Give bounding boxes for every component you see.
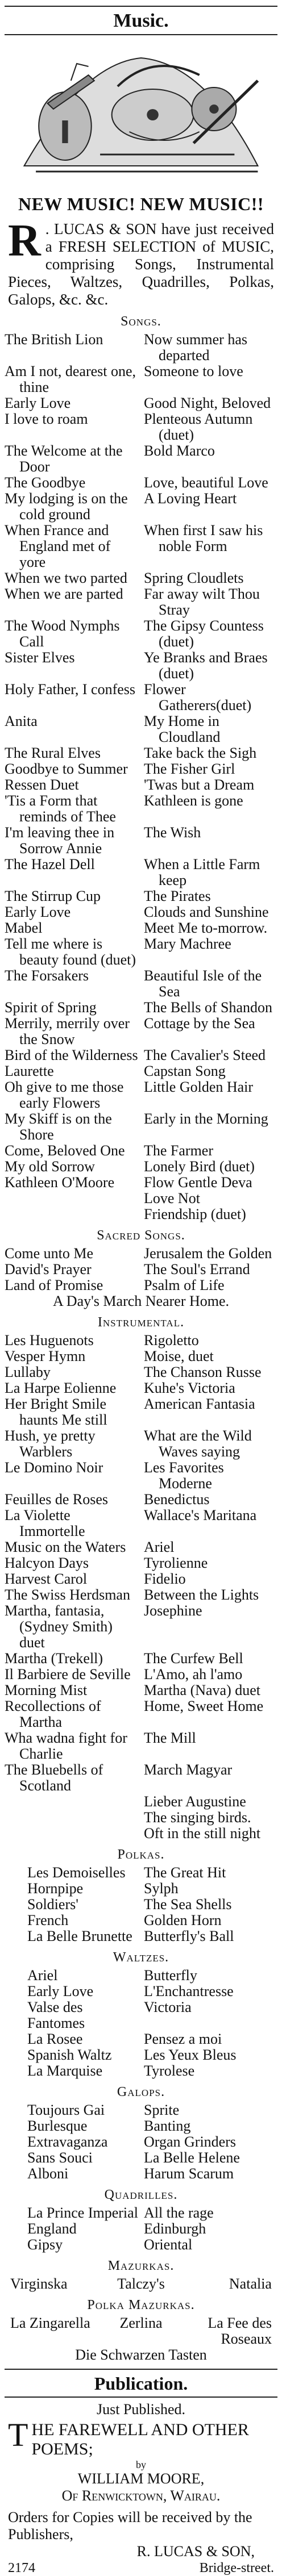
- list-item: Harum Scarum: [144, 2165, 234, 2182]
- list-item: The British Lion: [5, 331, 103, 348]
- list-item: Feuilles de Roses: [5, 1491, 108, 1508]
- list-item: Ariel: [144, 1539, 175, 1555]
- list-item: Il Barbiere de Seville: [5, 1666, 131, 1682]
- list-item: Natalia: [229, 2276, 272, 2292]
- list-item: David's Prayer: [5, 1261, 92, 1277]
- list-item: Holy Father, I confess: [5, 681, 136, 698]
- list-item: Vesper Hymn: [5, 1348, 86, 1364]
- publication-title-dropcap: T: [8, 2416, 28, 2453]
- list-item: Organ Grinders: [144, 2134, 236, 2150]
- list-item: Tyrolese: [144, 2063, 195, 2079]
- mazurkas-heading: Mazurkas.: [107, 2258, 175, 2273]
- list-item: 'Tis a Form that reminds of Thee: [5, 792, 116, 825]
- list-item: Lieber Augustine: [144, 1793, 246, 1810]
- list-item: Gipsy: [27, 2236, 63, 2253]
- list-item: Bold Marco: [144, 442, 215, 459]
- sacred-songs-list: [5, 1246, 277, 1293]
- list-item: Sylph: [144, 1880, 179, 1897]
- quadrilles-list: [27, 2205, 255, 2253]
- list-item: Banting: [144, 2118, 191, 2134]
- list-item: Between the Lights: [144, 1586, 259, 1603]
- list-item: The Goodbye: [5, 474, 86, 491]
- list-item: The Cavalier's Steed: [144, 1047, 266, 1063]
- list-item: Le Domino Noir: [5, 1459, 103, 1476]
- list-item: Oh give to me those early Flowers: [5, 1079, 124, 1111]
- list-item: Kathleen is gone: [144, 792, 243, 809]
- list-item: Come, Beloved One: [5, 1142, 125, 1159]
- list-item: Moise, duet: [144, 1348, 214, 1364]
- list-item: My lodging is on the cold ground: [5, 490, 128, 523]
- list-item: Kathleen O'Moore: [5, 1174, 115, 1191]
- music-banner: Music.: [5, 6, 277, 35]
- list-item: Someone to love: [144, 363, 243, 379]
- list-item: Goodbye to Summer: [5, 761, 128, 777]
- list-item: Friendship (duet): [144, 1206, 246, 1222]
- list-item: Martha (Trekell): [5, 1650, 103, 1667]
- list-item: Am I not, dearest one, thine: [5, 363, 136, 395]
- list-item: Benedictus: [144, 1491, 210, 1508]
- list-item: La Prince Imperial: [27, 2205, 138, 2221]
- list-item: I'm leaving thee in Sorrow Annie: [5, 824, 115, 857]
- polkas-list: [27, 1865, 255, 1944]
- footer-row: [5, 2560, 277, 2576]
- list-item: Pensez a moi: [144, 2031, 222, 2047]
- list-item: Les Huguenots: [5, 1332, 94, 1348]
- list-item: The Curfew Bell: [144, 1650, 243, 1667]
- list-item: The Farmer: [144, 1142, 214, 1159]
- list-item: Tell me where is beauty found (duet): [5, 936, 136, 968]
- list-item: Les Favorites Moderne: [144, 1459, 224, 1492]
- list-item: The Great Hit: [144, 1864, 226, 1881]
- list-item: Ariel: [27, 1967, 58, 1984]
- list-item: When we two parted: [5, 570, 127, 586]
- list-item: Far away wilt Thou Stray: [144, 586, 260, 618]
- list-item: Fidelio: [144, 1571, 186, 1587]
- waltzes-heading: Waltzes.: [113, 1950, 169, 1965]
- list-item: Burlesque: [27, 2118, 88, 2134]
- list-item: Spanish Waltz: [27, 2047, 112, 2063]
- list-item: Jerusalem the Golden: [144, 1245, 272, 1262]
- list-item: Edinburgh: [144, 2220, 206, 2237]
- list-item: French: [27, 1912, 69, 1928]
- list-item: The Gipsy Countess (duet): [144, 617, 264, 650]
- list-item: Come unto Me: [5, 1245, 93, 1262]
- list-item: My old Sorrow: [5, 1158, 95, 1175]
- list-item: When we are parted: [5, 586, 123, 602]
- list-item: Recollections of Martha: [5, 1698, 101, 1730]
- list-item: Little Golden Hair: [144, 1079, 254, 1095]
- list-item: The Wish: [144, 824, 201, 841]
- list-item: La Violette Immortelle: [5, 1507, 85, 1539]
- list-item: [5, 1191, 138, 1206]
- songs-heading: Songs.: [121, 314, 161, 329]
- songs-list: [5, 332, 277, 1222]
- list-item: Josephine: [144, 1602, 202, 1619]
- list-item: Bird of the Wilderness: [5, 1047, 138, 1063]
- list-item: Take back the Sigh: [144, 745, 257, 761]
- list-item: [5, 1826, 138, 1842]
- list-item: Victoria: [144, 1999, 192, 2015]
- list-item: Spirit of Spring: [5, 999, 97, 1016]
- list-item: L'Amo, ah l'amo: [144, 1666, 243, 1682]
- list-item: The Welcome at the Door: [5, 442, 123, 475]
- list-item: The Bells of Shandon: [144, 999, 273, 1016]
- list-item: The Soul's Errand: [144, 1261, 250, 1277]
- list-item: La Rosee: [27, 2031, 83, 2047]
- list-item: Virginska: [10, 2276, 68, 2292]
- list-item: L'Enchantresse: [144, 1983, 234, 1999]
- list-item: When a Little Farm keep: [144, 856, 260, 888]
- list-item: La Fee des Roseaux: [208, 2315, 272, 2347]
- list-item: Oriental: [144, 2236, 193, 2253]
- mazurkas-list: [5, 2276, 277, 2292]
- list-item: Psalm of Life: [144, 1277, 225, 1293]
- list-item: Les Yeux Bleus: [144, 2047, 237, 2063]
- list-item: Kuhe's Victoria: [144, 1380, 235, 1396]
- list-item: Martha (Nava) duet: [144, 1682, 261, 1698]
- list-item: Cottage by the Sea: [144, 1015, 255, 1032]
- list-item: March Magyar: [144, 1761, 233, 1778]
- list-item: Anita: [5, 713, 38, 729]
- advertisement-column: [5, 6, 277, 2576]
- polka-mazurkas-last: Die Schwarzen Tasten: [75, 2347, 207, 2363]
- list-item: When first I saw his noble Form: [144, 522, 263, 554]
- list-item: Love, beautiful Love: [144, 474, 268, 491]
- publication-title: [8, 2416, 277, 2459]
- quadrilles-heading: Quadrilles.: [104, 2187, 178, 2202]
- list-item: Early Love: [27, 1983, 94, 1999]
- polkas-heading: Polkas.: [117, 1847, 165, 1862]
- list-item: La Belle Brunette: [27, 1928, 132, 1944]
- galops-heading: Galops.: [117, 2085, 165, 2099]
- list-item: Alboni: [27, 2165, 69, 2182]
- list-item: Butterfly's Ball: [144, 1928, 234, 1944]
- list-item: I love to roam: [5, 411, 88, 427]
- list-item: Spring Cloudlets: [144, 570, 244, 586]
- list-item: My Skiff is on the Shore: [5, 1110, 112, 1143]
- list-item: Toujours Gai: [27, 2102, 105, 2118]
- list-item: Sister Elves: [5, 649, 75, 666]
- list-item: Now summer has departed: [144, 331, 247, 364]
- list-item: Wallace's Maritana: [144, 1507, 257, 1523]
- list-item: Rigoletto: [144, 1332, 199, 1348]
- list-item: La Zingarella: [10, 2315, 90, 2331]
- list-item: Mabel: [5, 920, 43, 936]
- list-item: Capstan Song: [144, 1063, 226, 1079]
- list-item: Clouds and Sunshine: [144, 904, 269, 920]
- publication-orders: Orders for Copies will be received by the Publishers,: [8, 2509, 252, 2542]
- list-item: Golden Horn: [144, 1912, 222, 1928]
- list-item: England: [27, 2220, 77, 2237]
- list-item: Early in the Morning: [144, 1110, 268, 1127]
- list-item: Early Love: [5, 904, 71, 920]
- list-item: The Hazel Dell: [5, 856, 95, 872]
- list-item: Extravaganza: [27, 2134, 108, 2150]
- sacred-last-line: A Day's March Nearer Home.: [52, 1293, 230, 1309]
- list-item: The Rural Elves: [5, 745, 101, 761]
- polka-mazurkas-list: [5, 2315, 277, 2347]
- list-item: Ressen Duet: [5, 776, 79, 793]
- list-item: Good Night, Beloved: [144, 395, 271, 411]
- list-item: The Wood Nymphs Call: [5, 617, 120, 650]
- list-item: Martha, fantasia, (Sydney Smith) duet: [5, 1602, 113, 1651]
- publication-place: Of Renwicktown, Wairau.: [61, 2487, 221, 2504]
- list-item: What are the Wild Waves saying: [144, 1427, 252, 1460]
- list-item: Laurette: [5, 1063, 54, 1079]
- just-published: Just Published.: [96, 2401, 186, 2418]
- list-item: Her Bright Smile haunts Me still: [5, 1396, 107, 1428]
- list-item: My Home in Cloudland: [144, 713, 221, 745]
- intro-text: . LUCAS & SON have just received a FRESH SELECTION of MUSIC, comprising Songs, Instrumental Pieces, Waltzes, Quadrilles, Polkas, Galops, &c. &c.: [8, 220, 274, 308]
- musical-instruments-engraving: [13, 41, 269, 183]
- publisher-name: R. LUCAS & SON,: [136, 2543, 255, 2560]
- list-item: All the rage: [144, 2205, 214, 2221]
- publication-author: WILLIAM MOORE,: [77, 2470, 205, 2487]
- list-item: Soldiers': [27, 1896, 78, 1913]
- publication-banner: Publication.: [5, 2369, 277, 2398]
- list-item: Love Not: [144, 1190, 200, 1206]
- list-item: Lonely Bird (duet): [144, 1158, 255, 1175]
- list-item: Morning Mist: [5, 1682, 88, 1698]
- sacred-songs-heading: Sacred Songs.: [97, 1228, 185, 1243]
- list-item: Ye Branks and Braes (duet): [144, 649, 268, 682]
- new-music-headline: NEW MUSIC! NEW MUSIC!!: [18, 194, 264, 214]
- list-item: American Fantasia: [144, 1396, 255, 1412]
- list-item: A Loving Heart: [144, 490, 237, 507]
- list-item: [5, 1794, 138, 1810]
- list-item: The singing birds.: [144, 1809, 251, 1826]
- list-item: Butterfly: [144, 1967, 197, 1984]
- list-item: The Mill: [144, 1730, 196, 1746]
- list-item: Early Love: [5, 395, 71, 411]
- list-item: La Harpe Eolienne: [5, 1380, 117, 1396]
- list-item: Sans Souci: [27, 2149, 93, 2166]
- list-item: Home, Sweet Home: [144, 1698, 264, 1714]
- list-item: Harvest Carol: [5, 1571, 88, 1587]
- publication-by: by: [136, 2459, 146, 2470]
- list-item: The Chanson Russe: [144, 1364, 262, 1380]
- list-item: When France and England met of yore: [5, 522, 111, 570]
- list-item: The Stirrup Cup: [5, 888, 101, 904]
- list-item: The Sea Shells: [144, 1896, 232, 1913]
- list-item: Valse des Fantomes: [27, 1999, 85, 2031]
- list-item: Talczy's: [117, 2276, 165, 2292]
- list-item: Flow Gentle Deva: [144, 1174, 252, 1191]
- list-item: The Bluebells of Scotland: [5, 1761, 103, 1794]
- intro-dropcap: R: [8, 216, 41, 266]
- list-item: Hush, ye pretty Warblers: [5, 1427, 96, 1460]
- list-item: Sprite: [144, 2102, 180, 2118]
- publisher-street: Bridge-street.: [199, 2561, 274, 2575]
- list-item: [5, 1810, 138, 1826]
- polka-mazurkas-heading: Polka Mazurkas.: [87, 2298, 195, 2312]
- list-item: Merrily, merrily over the Snow: [5, 1015, 130, 1047]
- list-item: [5, 1206, 138, 1222]
- list-item: Lullaby: [5, 1364, 51, 1380]
- publication-title-text: HE FAREWELL AND OTHER POEMS;: [31, 2420, 249, 2458]
- list-item: Hornpipe: [27, 1880, 84, 1897]
- list-item: Beautiful Isle of the Sea: [144, 967, 262, 1000]
- list-item: Halcyon Days: [5, 1555, 89, 1571]
- list-item: Tyrolienne: [144, 1555, 208, 1571]
- list-item: 'Twas but a Dream: [144, 776, 255, 793]
- list-item: Wha wadna fight for Charlie: [5, 1730, 127, 1762]
- list-item: Flower Gatherers(duet): [144, 681, 252, 713]
- list-item: Oft in the still night: [144, 1825, 261, 1842]
- list-item: The Fisher Girl: [144, 761, 235, 777]
- list-item: Mary Machree: [144, 936, 231, 952]
- list-item: The Pirates: [144, 888, 211, 904]
- list-item: Zerlina: [119, 2315, 163, 2331]
- list-item: The Forsakers: [5, 967, 89, 984]
- list-item: The Swiss Herdsman: [5, 1586, 130, 1603]
- list-item: Plenteous Autumn (duet): [144, 411, 253, 443]
- list-item: Meet Me to-morrow.: [144, 920, 268, 936]
- list-item: La Marquise: [27, 2063, 103, 2079]
- galops-list: [27, 2102, 255, 2182]
- list-item: Les Demoiselles: [27, 1864, 126, 1881]
- list-item: Land of Promise: [5, 1277, 103, 1293]
- instrumental-list: [5, 1333, 277, 1842]
- list-item: Music on the Waters: [5, 1539, 126, 1555]
- intro-paragraph: [8, 216, 274, 308]
- advert-number: 2174: [8, 2561, 35, 2575]
- list-item: La Belle Helene: [144, 2149, 240, 2166]
- instrumental-heading: Instrumental.: [97, 1315, 185, 1330]
- waltzes-list: [27, 1968, 255, 2079]
